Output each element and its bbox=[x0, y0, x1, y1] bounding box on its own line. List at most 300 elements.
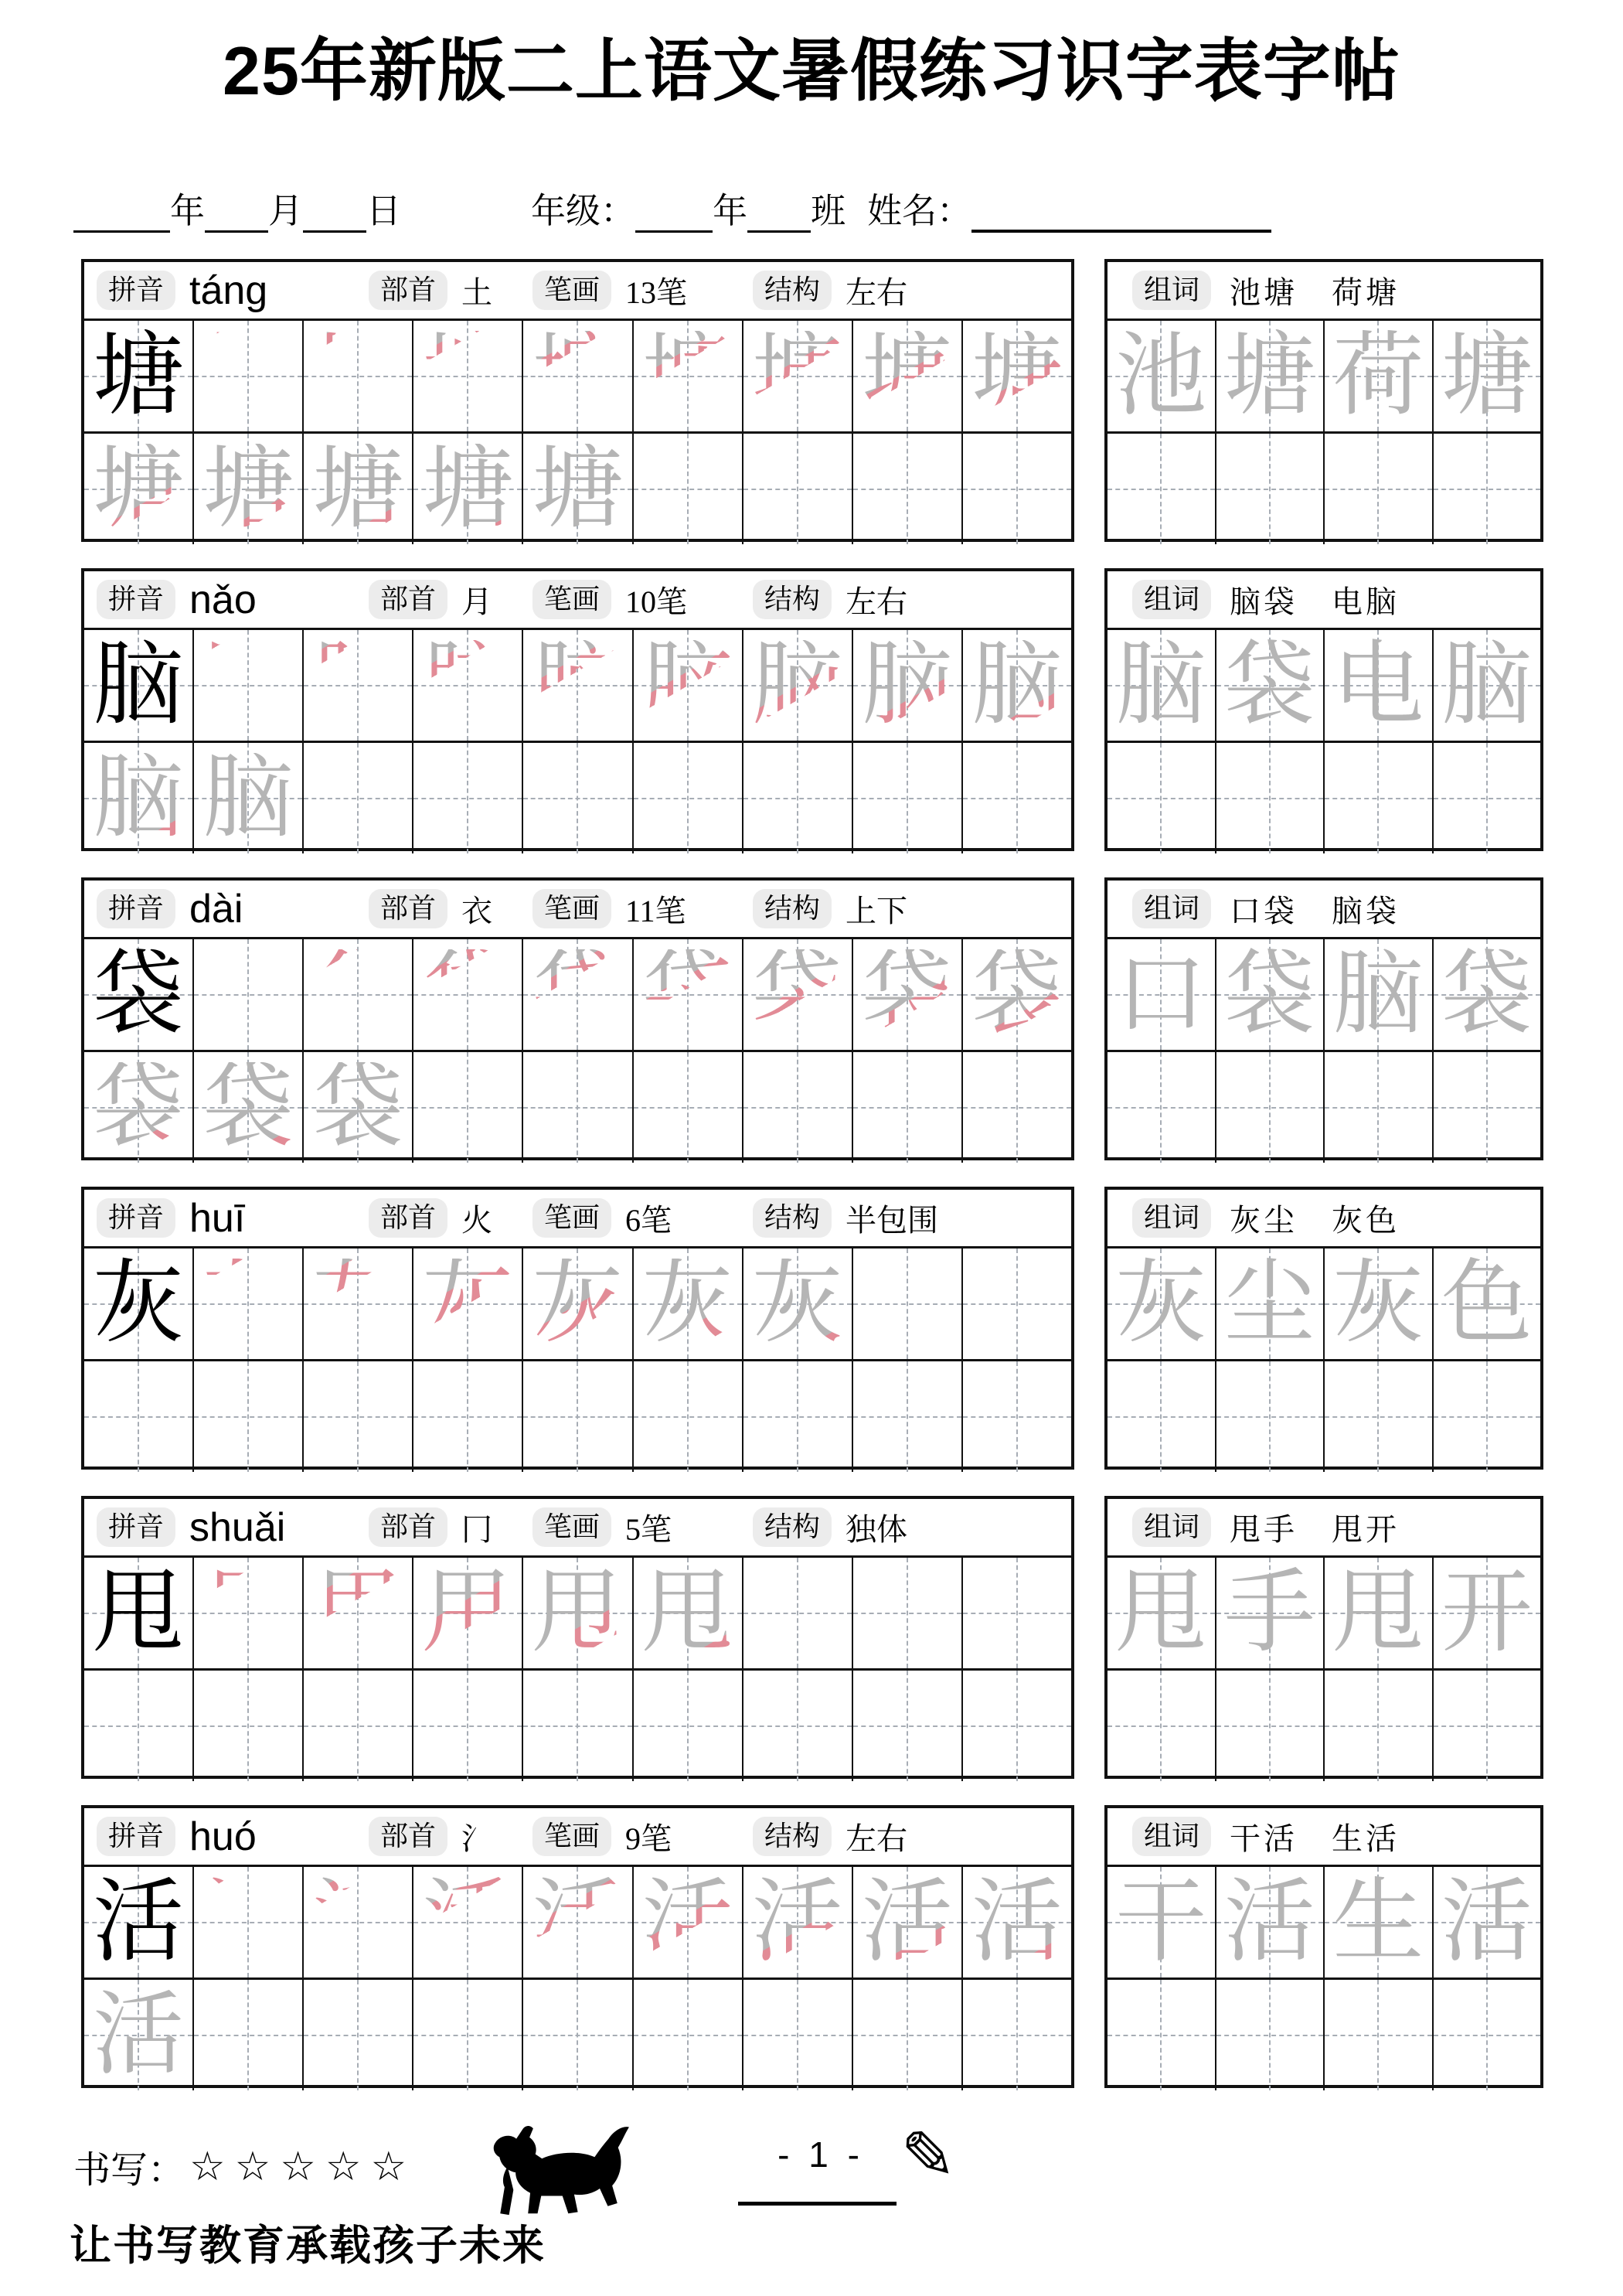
model-character-cell bbox=[84, 939, 194, 1050]
stroke-practice-cell bbox=[304, 1361, 413, 1472]
trace-character: 干 bbox=[1115, 1871, 1207, 1973]
stroke-order-character: 塘 bbox=[93, 438, 185, 540]
stroke-order-character: 脑 bbox=[751, 634, 843, 736]
practice-row bbox=[84, 1052, 1071, 1163]
stroke-order-character: 塘 bbox=[312, 325, 404, 427]
day-label: 日 bbox=[366, 192, 402, 230]
practice-row bbox=[1108, 1558, 1540, 1671]
word-practice-cell bbox=[1216, 1980, 1325, 2090]
stroke-practice-cell bbox=[963, 939, 1071, 1050]
radical-value: 冂 bbox=[461, 1512, 493, 1547]
word-practice-cell bbox=[1216, 321, 1325, 431]
stroke-practice-cell bbox=[194, 1361, 304, 1472]
model-character-cell bbox=[84, 1867, 194, 1977]
stroke-order-character: 活 bbox=[312, 1871, 404, 1973]
stroke-practice-cell bbox=[194, 1248, 304, 1359]
page-number-underline bbox=[738, 2202, 897, 2206]
grade-blank-field bbox=[635, 193, 713, 233]
strokes-value: 6笔 bbox=[625, 1203, 672, 1238]
stroke-practice-cell bbox=[853, 939, 963, 1050]
grade-unit-label: 年 bbox=[713, 192, 748, 230]
strokes-value: 5笔 bbox=[625, 1512, 672, 1547]
stroke-practice-cell bbox=[743, 1980, 853, 2090]
practice-row bbox=[1108, 1980, 1540, 2090]
word-practice-cell bbox=[1216, 1248, 1325, 1359]
stroke-practice-cell bbox=[853, 434, 963, 544]
trace-character: 开 bbox=[1441, 1562, 1533, 1664]
stroke-practice-cell bbox=[194, 939, 304, 1050]
stroke-order-character: 塘 bbox=[422, 438, 514, 540]
stroke-practice-cell bbox=[963, 1980, 1071, 2090]
pinyin-label-pill: 拼音 bbox=[97, 1817, 175, 1856]
stroke-practice-cell bbox=[413, 1980, 523, 2090]
radical-label-pill: 部首 bbox=[369, 580, 447, 619]
stroke-practice-cell bbox=[634, 1671, 743, 1781]
stroke-practice-cell bbox=[634, 1248, 743, 1359]
character-info-header bbox=[84, 881, 1071, 939]
practice-row bbox=[84, 743, 1071, 853]
stroke-practice-cell bbox=[853, 1980, 963, 2090]
stroke-order-character: 脑 bbox=[422, 634, 514, 736]
word-practice-cell bbox=[1325, 939, 1434, 1050]
model-character: 袋 bbox=[93, 943, 185, 1045]
character-info-header bbox=[84, 1808, 1071, 1867]
rating-label: 书写： bbox=[73, 2150, 185, 2191]
pinyin-value: nǎo bbox=[189, 577, 257, 622]
trace-character: 甩 bbox=[1332, 1562, 1424, 1664]
word-practice-cell bbox=[1216, 1867, 1325, 1977]
stroke-practice-cell bbox=[853, 743, 963, 853]
stroke-practice-cell bbox=[523, 1052, 633, 1163]
structure-value: 上下 bbox=[846, 894, 908, 928]
stroke-order-grid bbox=[84, 1867, 1071, 2090]
character-block-hui bbox=[0, 1187, 1623, 1470]
stroke-practice-cell bbox=[853, 1361, 963, 1472]
stroke-practice-cell bbox=[304, 1052, 413, 1163]
word-practice-cell bbox=[1216, 630, 1325, 741]
stroke-order-character: 脑 bbox=[202, 747, 294, 849]
structure-value: 半包围 bbox=[846, 1203, 939, 1238]
stroke-order-character: 塘 bbox=[312, 438, 404, 540]
word-trace-grid bbox=[1108, 321, 1540, 544]
pinyin-label-pill: 拼音 bbox=[97, 580, 175, 619]
page-number: - 1 - bbox=[777, 2134, 864, 2175]
structure-label-pill: 结构 bbox=[753, 271, 832, 310]
word-practice-cell bbox=[1434, 1671, 1541, 1781]
word-practice-cell bbox=[1108, 1361, 1216, 1472]
stroke-practice-cell bbox=[84, 1980, 194, 2090]
stroke-practice-cell bbox=[84, 1671, 194, 1781]
structure-label-pill: 结构 bbox=[753, 1198, 832, 1238]
word-practice-cell bbox=[1325, 1558, 1434, 1668]
stroke-practice-block bbox=[81, 1805, 1074, 2088]
word-practice-cell bbox=[1325, 743, 1434, 853]
trace-character: 袋 bbox=[1441, 943, 1533, 1045]
stroke-order-character: 脑 bbox=[202, 634, 294, 736]
trace-character: 脑 bbox=[1115, 634, 1207, 736]
word-practice-cell bbox=[1434, 743, 1541, 853]
strokes-label-pill: 笔画 bbox=[532, 889, 611, 928]
pinyin-label-pill: 拼音 bbox=[97, 1198, 175, 1238]
stroke-practice-cell bbox=[634, 743, 743, 853]
stroke-practice-cell bbox=[743, 630, 853, 741]
word-practice-cell bbox=[1216, 1558, 1325, 1668]
stroke-practice-cell bbox=[634, 1980, 743, 2090]
stroke-practice-cell bbox=[743, 1867, 853, 1977]
practice-row bbox=[1108, 321, 1540, 434]
word-trace-grid bbox=[1108, 1248, 1540, 1472]
words-value: 脑袋 电脑 bbox=[1230, 584, 1400, 619]
stroke-order-character: 袋 bbox=[861, 943, 953, 1045]
trace-character: 尘 bbox=[1223, 1252, 1315, 1354]
word-practice-cell bbox=[1216, 939, 1325, 1050]
stroke-order-character: 活 bbox=[641, 1871, 733, 1973]
trace-character: 生 bbox=[1332, 1871, 1424, 1973]
stroke-order-character: 塘 bbox=[532, 438, 624, 540]
word-practice-cell bbox=[1325, 1052, 1434, 1163]
stroke-practice-cell bbox=[963, 434, 1071, 544]
words-label-pill: 组词 bbox=[1132, 580, 1211, 619]
word-trace-grid bbox=[1108, 939, 1540, 1163]
stroke-practice-cell bbox=[413, 1671, 523, 1781]
stroke-practice-cell bbox=[304, 321, 413, 431]
word-practice-cell bbox=[1216, 743, 1325, 853]
pinyin-value: shuǎi bbox=[189, 1504, 286, 1550]
word-practice-cell bbox=[1108, 1248, 1216, 1359]
radical-label-pill: 部首 bbox=[369, 1817, 447, 1856]
stroke-order-grid bbox=[84, 321, 1071, 544]
stroke-practice-cell bbox=[194, 630, 304, 741]
year-label: 年 bbox=[170, 192, 206, 230]
practice-row bbox=[84, 630, 1071, 743]
stroke-practice-cell bbox=[413, 630, 523, 741]
stroke-practice-cell bbox=[963, 321, 1071, 431]
stroke-practice-cell bbox=[634, 630, 743, 741]
pencil-icon: ✎ bbox=[900, 2117, 957, 2195]
character-info-header bbox=[84, 571, 1071, 630]
stroke-order-character: 塘 bbox=[641, 325, 733, 427]
words-label-pill: 组词 bbox=[1132, 1817, 1211, 1856]
word-practice-cell bbox=[1216, 1361, 1325, 1472]
structure-value: 左右 bbox=[846, 275, 908, 310]
stroke-practice-cell bbox=[194, 434, 304, 544]
word-practice-cell bbox=[1108, 743, 1216, 853]
stroke-practice-cell bbox=[743, 1248, 853, 1359]
radical-value: 氵 bbox=[461, 1821, 493, 1856]
stroke-order-character: 灰 bbox=[422, 1252, 514, 1354]
stroke-order-character: 脑 bbox=[532, 634, 624, 736]
structure-value: 左右 bbox=[846, 1821, 908, 1856]
stroke-practice-cell bbox=[413, 1052, 523, 1163]
month-label: 月 bbox=[268, 192, 304, 230]
word-practice-cell bbox=[1216, 1052, 1325, 1163]
stroke-practice-cell bbox=[304, 1248, 413, 1359]
stroke-order-character: 袋 bbox=[202, 1056, 294, 1158]
stroke-practice-cell bbox=[634, 1361, 743, 1472]
stroke-practice-cell bbox=[743, 1052, 853, 1163]
stroke-order-character: 活 bbox=[751, 1871, 843, 1973]
structure-label-pill: 结构 bbox=[753, 1817, 832, 1856]
footer-slogan: 让书写教育承载孩子未来 bbox=[70, 2223, 546, 2269]
stroke-practice-cell bbox=[304, 1867, 413, 1977]
trace-character: 池 bbox=[1115, 325, 1207, 427]
stroke-practice-block bbox=[81, 1496, 1074, 1779]
stroke-order-character: 袋 bbox=[532, 943, 624, 1045]
stroke-practice-cell bbox=[743, 939, 853, 1050]
trace-character: 脑 bbox=[1441, 634, 1533, 736]
character-info-header bbox=[84, 1190, 1071, 1248]
words-header bbox=[1108, 571, 1540, 630]
pinyin-value: huó bbox=[189, 1814, 257, 1859]
stroke-practice-cell bbox=[853, 630, 963, 741]
word-practice-cell bbox=[1434, 321, 1541, 431]
practice-row bbox=[1108, 630, 1540, 743]
stroke-practice-cell bbox=[634, 1052, 743, 1163]
month-blank-field bbox=[205, 193, 268, 233]
practice-row bbox=[84, 1867, 1071, 1980]
class-unit-label: 班 bbox=[811, 192, 846, 230]
strokes-label-pill: 笔画 bbox=[532, 1817, 611, 1856]
character-block-dai bbox=[0, 877, 1623, 1160]
stroke-order-grid bbox=[84, 1248, 1071, 1472]
stroke-order-character: 活 bbox=[202, 1871, 294, 1973]
stroke-practice-cell bbox=[523, 321, 633, 431]
stroke-order-character: 塘 bbox=[202, 325, 294, 427]
stroke-practice-block bbox=[81, 568, 1074, 851]
stroke-order-character: 甩 bbox=[202, 1562, 294, 1664]
trace-character: 灰 bbox=[1332, 1252, 1424, 1354]
practice-row bbox=[1108, 434, 1540, 544]
stroke-practice-cell bbox=[413, 939, 523, 1050]
words-header bbox=[1108, 262, 1540, 321]
stroke-practice-cell bbox=[194, 1671, 304, 1781]
trace-character: 袋 bbox=[1223, 943, 1315, 1045]
practice-row bbox=[84, 1558, 1071, 1671]
stroke-order-grid bbox=[84, 939, 1071, 1163]
word-practice-cell bbox=[1108, 1671, 1216, 1781]
stroke-practice-cell bbox=[304, 1671, 413, 1781]
model-character: 灰 bbox=[93, 1252, 185, 1354]
words-value: 池塘 荷塘 bbox=[1230, 275, 1400, 310]
strokes-label-pill: 笔画 bbox=[532, 1507, 611, 1547]
stroke-practice-cell bbox=[194, 743, 304, 853]
trace-character: 甩 bbox=[1115, 1562, 1207, 1664]
trace-character: 塘 bbox=[1441, 325, 1533, 427]
words-label-pill: 组词 bbox=[1132, 889, 1211, 928]
word-practice-cell bbox=[1108, 1980, 1216, 2090]
stroke-order-character: 灰 bbox=[312, 1252, 404, 1354]
trace-character: 荷 bbox=[1332, 325, 1424, 427]
stroke-practice-cell bbox=[84, 743, 194, 853]
stroke-practice-cell bbox=[413, 434, 523, 544]
word-practice-cell bbox=[1325, 1867, 1434, 1977]
stroke-order-character: 甩 bbox=[532, 1562, 624, 1664]
words-header bbox=[1108, 1499, 1540, 1558]
words-header bbox=[1108, 1190, 1540, 1248]
practice-row bbox=[1108, 1052, 1540, 1163]
stroke-order-character: 灰 bbox=[532, 1252, 624, 1354]
page-title: 25年新版二上语文暑假练习识字表字帖 bbox=[223, 32, 1400, 109]
character-block-tang bbox=[0, 259, 1623, 542]
stroke-order-character: 袋 bbox=[312, 1056, 404, 1158]
stroke-order-character: 塘 bbox=[202, 438, 294, 540]
stroke-practice-cell bbox=[743, 1558, 853, 1668]
stroke-practice-cell bbox=[304, 939, 413, 1050]
rating-stars-icon: ☆☆☆☆☆ bbox=[189, 2143, 417, 2190]
word-practice-block bbox=[1104, 568, 1543, 851]
stroke-practice-cell bbox=[523, 743, 633, 853]
words-header bbox=[1108, 1808, 1540, 1867]
stroke-practice-cell bbox=[523, 1361, 633, 1472]
word-practice-cell bbox=[1434, 1052, 1541, 1163]
structure-value: 独体 bbox=[846, 1512, 908, 1547]
stroke-practice-cell bbox=[194, 1980, 304, 2090]
words-value: 口袋 脑袋 bbox=[1230, 894, 1400, 928]
stroke-practice-cell bbox=[853, 321, 963, 431]
practice-row bbox=[84, 1980, 1071, 2090]
word-practice-cell bbox=[1216, 1671, 1325, 1781]
name-blank-field bbox=[971, 192, 1271, 233]
word-practice-cell bbox=[1434, 1980, 1541, 2090]
stroke-practice-block bbox=[81, 877, 1074, 1160]
stroke-practice-cell bbox=[963, 630, 1071, 741]
stroke-order-character: 灰 bbox=[641, 1252, 733, 1354]
stroke-practice-cell bbox=[523, 1980, 633, 2090]
word-trace-grid bbox=[1108, 630, 1540, 853]
trace-character: 色 bbox=[1441, 1252, 1533, 1354]
stroke-practice-cell bbox=[523, 1248, 633, 1359]
pinyin-value: dài bbox=[189, 886, 243, 932]
practice-row bbox=[84, 939, 1071, 1052]
horse-logo-icon bbox=[485, 2120, 632, 2216]
practice-row bbox=[84, 434, 1071, 544]
name-label: 姓名： bbox=[867, 192, 972, 230]
words-header bbox=[1108, 881, 1540, 939]
words-value: 甩手 甩开 bbox=[1230, 1512, 1400, 1547]
stroke-practice-cell bbox=[194, 1558, 304, 1668]
words-label-pill: 组词 bbox=[1132, 1507, 1211, 1547]
trace-character: 活 bbox=[1223, 1871, 1315, 1973]
stroke-practice-cell bbox=[634, 939, 743, 1050]
stroke-order-character: 袋 bbox=[422, 943, 514, 1045]
word-practice-cell bbox=[1434, 939, 1541, 1050]
stroke-order-character: 活 bbox=[861, 1871, 953, 1973]
stroke-practice-cell bbox=[743, 743, 853, 853]
pinyin-label-pill: 拼音 bbox=[97, 1507, 175, 1547]
stroke-practice-cell bbox=[743, 434, 853, 544]
strokes-label-pill: 笔画 bbox=[532, 580, 611, 619]
stroke-order-character: 袋 bbox=[312, 943, 404, 1045]
word-practice-cell bbox=[1108, 1558, 1216, 1668]
stroke-practice-cell bbox=[743, 1361, 853, 1472]
stroke-practice-cell bbox=[304, 743, 413, 853]
radical-label-pill: 部首 bbox=[369, 1507, 447, 1547]
word-practice-cell bbox=[1325, 630, 1434, 741]
stroke-practice-cell bbox=[634, 434, 743, 544]
practice-row bbox=[1108, 939, 1540, 1052]
word-practice-block bbox=[1104, 1496, 1543, 1779]
grade-label: 年级： bbox=[531, 192, 636, 230]
structure-label-pill: 结构 bbox=[753, 580, 832, 619]
stroke-order-character: 袋 bbox=[202, 943, 294, 1045]
stroke-practice-cell bbox=[743, 1671, 853, 1781]
practice-row bbox=[84, 1248, 1071, 1361]
structure-label-pill: 结构 bbox=[753, 1507, 832, 1547]
stroke-order-character: 塘 bbox=[861, 325, 953, 427]
strokes-value: 10笔 bbox=[625, 584, 688, 619]
word-practice-cell bbox=[1434, 1867, 1541, 1977]
word-practice-cell bbox=[1108, 630, 1216, 741]
word-practice-cell bbox=[1108, 1867, 1216, 1977]
strokes-value: 11笔 bbox=[625, 894, 686, 928]
practice-row bbox=[1108, 1248, 1540, 1361]
stroke-practice-block bbox=[81, 259, 1074, 542]
stroke-practice-cell bbox=[963, 1558, 1071, 1668]
stroke-practice-cell bbox=[84, 1361, 194, 1472]
stroke-practice-cell bbox=[523, 630, 633, 741]
stroke-practice-cell bbox=[963, 1248, 1071, 1359]
word-practice-cell bbox=[1325, 321, 1434, 431]
stroke-order-grid bbox=[84, 630, 1071, 853]
stroke-practice-cell bbox=[853, 1867, 963, 1977]
words-label-pill: 组词 bbox=[1132, 1198, 1211, 1238]
word-practice-cell bbox=[1434, 1361, 1541, 1472]
word-trace-grid bbox=[1108, 1558, 1540, 1781]
stroke-practice-cell bbox=[84, 1052, 194, 1163]
trace-character: 灰 bbox=[1115, 1252, 1207, 1354]
stroke-practice-cell bbox=[84, 434, 194, 544]
stroke-practice-cell bbox=[413, 321, 523, 431]
stroke-practice-cell bbox=[304, 1980, 413, 2090]
word-practice-cell bbox=[1108, 1052, 1216, 1163]
stroke-practice-cell bbox=[853, 1248, 963, 1359]
stroke-practice-cell bbox=[413, 1867, 523, 1977]
stroke-order-character: 袋 bbox=[641, 943, 733, 1045]
practice-row bbox=[1108, 1867, 1540, 1980]
handwriting-rating bbox=[73, 2140, 416, 2193]
word-practice-block bbox=[1104, 259, 1543, 542]
stroke-order-character: 袋 bbox=[93, 1056, 185, 1158]
stroke-order-character: 袋 bbox=[751, 943, 843, 1045]
radical-label-pill: 部首 bbox=[369, 271, 447, 310]
trace-character: 手 bbox=[1223, 1562, 1315, 1664]
model-character-cell bbox=[84, 1558, 194, 1668]
stroke-practice-cell bbox=[413, 1361, 523, 1472]
stroke-practice-cell bbox=[634, 321, 743, 431]
stroke-order-character: 甩 bbox=[312, 1562, 404, 1664]
stroke-order-character: 脑 bbox=[312, 634, 404, 736]
pinyin-label-pill: 拼音 bbox=[97, 889, 175, 928]
word-practice-cell bbox=[1434, 1248, 1541, 1359]
practice-row bbox=[84, 1361, 1071, 1472]
radical-value: 土 bbox=[461, 275, 493, 310]
stroke-practice-cell bbox=[304, 434, 413, 544]
word-practice-cell bbox=[1216, 434, 1325, 544]
practice-row bbox=[84, 1671, 1071, 1781]
stroke-practice-cell bbox=[963, 743, 1071, 853]
trace-character: 脑 bbox=[1332, 943, 1424, 1045]
character-info-header bbox=[84, 1499, 1071, 1558]
stroke-practice-cell bbox=[304, 630, 413, 741]
stroke-order-character: 灰 bbox=[202, 1252, 294, 1354]
character-block-nao bbox=[0, 568, 1623, 851]
word-practice-cell bbox=[1325, 1980, 1434, 2090]
stroke-practice-block bbox=[81, 1187, 1074, 1470]
word-practice-cell bbox=[1434, 630, 1541, 741]
model-character-cell bbox=[84, 321, 194, 431]
stroke-practice-cell bbox=[523, 939, 633, 1050]
stroke-order-character: 脑 bbox=[93, 747, 185, 849]
